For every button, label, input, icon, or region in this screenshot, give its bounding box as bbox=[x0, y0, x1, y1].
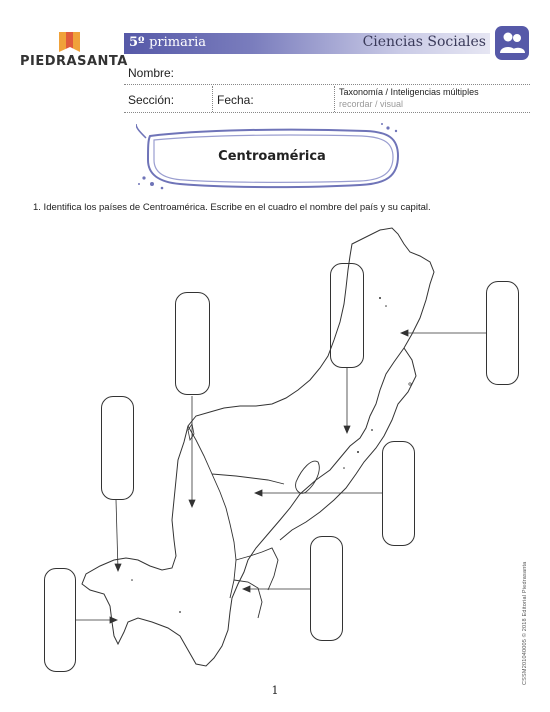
arrow-2 bbox=[344, 368, 350, 433]
date-label: Fecha: bbox=[217, 93, 254, 107]
publisher-name: PIEDRASANTA bbox=[20, 54, 128, 69]
field-divider bbox=[212, 86, 213, 112]
grade-number: 5º bbox=[129, 35, 145, 50]
arrow-4 bbox=[115, 500, 121, 571]
copyright-credit: CSSM201040005 © 2018 Editorial Piedrasanta bbox=[522, 561, 528, 685]
grade-word: primaria bbox=[149, 35, 206, 50]
grade-label bbox=[129, 35, 206, 50]
name-label: Nombre: bbox=[128, 66, 175, 80]
answer-box-1[interactable] bbox=[175, 292, 210, 395]
section-label: Sección: bbox=[128, 93, 175, 107]
field-divider bbox=[334, 86, 335, 112]
border-mid bbox=[236, 548, 278, 590]
taxonomy-label: Taxonomía / Inteligencias múltiples bbox=[339, 87, 479, 97]
taxonomy-level: recordar / visual bbox=[339, 99, 404, 109]
region-outline bbox=[82, 228, 434, 666]
answer-box-7[interactable] bbox=[44, 568, 76, 672]
answer-box-3[interactable] bbox=[486, 281, 519, 385]
arrow-1 bbox=[189, 396, 195, 507]
title-frame bbox=[136, 122, 408, 194]
border-west bbox=[188, 426, 236, 598]
subject-title: Ciencias Sociales bbox=[362, 34, 486, 50]
instruction-text: 1. Identifica los países de Centroamérica. Escribe en el cuadro el nombre del país y su capital. bbox=[33, 202, 431, 213]
book-icon bbox=[20, 30, 120, 54]
border-north bbox=[212, 474, 284, 484]
publisher-logo bbox=[20, 30, 128, 72]
name-field-line[interactable] bbox=[124, 84, 530, 85]
lake-shape bbox=[296, 461, 320, 493]
central-america-map bbox=[0, 220, 550, 690]
arrow-5 bbox=[255, 490, 382, 496]
answer-box-6[interactable] bbox=[310, 536, 343, 641]
border-south bbox=[234, 580, 262, 618]
arrow-7 bbox=[76, 617, 117, 623]
arrow-6 bbox=[243, 586, 310, 592]
answer-box-5[interactable] bbox=[382, 441, 415, 546]
header-bar bbox=[124, 33, 490, 54]
worksheet-title: Centroamérica bbox=[218, 149, 326, 164]
answer-box-4[interactable] bbox=[101, 396, 134, 500]
page-number: 1 bbox=[271, 684, 279, 697]
people-icon bbox=[495, 26, 529, 60]
section-field-line[interactable] bbox=[124, 112, 530, 113]
answer-box-2[interactable] bbox=[330, 263, 364, 368]
